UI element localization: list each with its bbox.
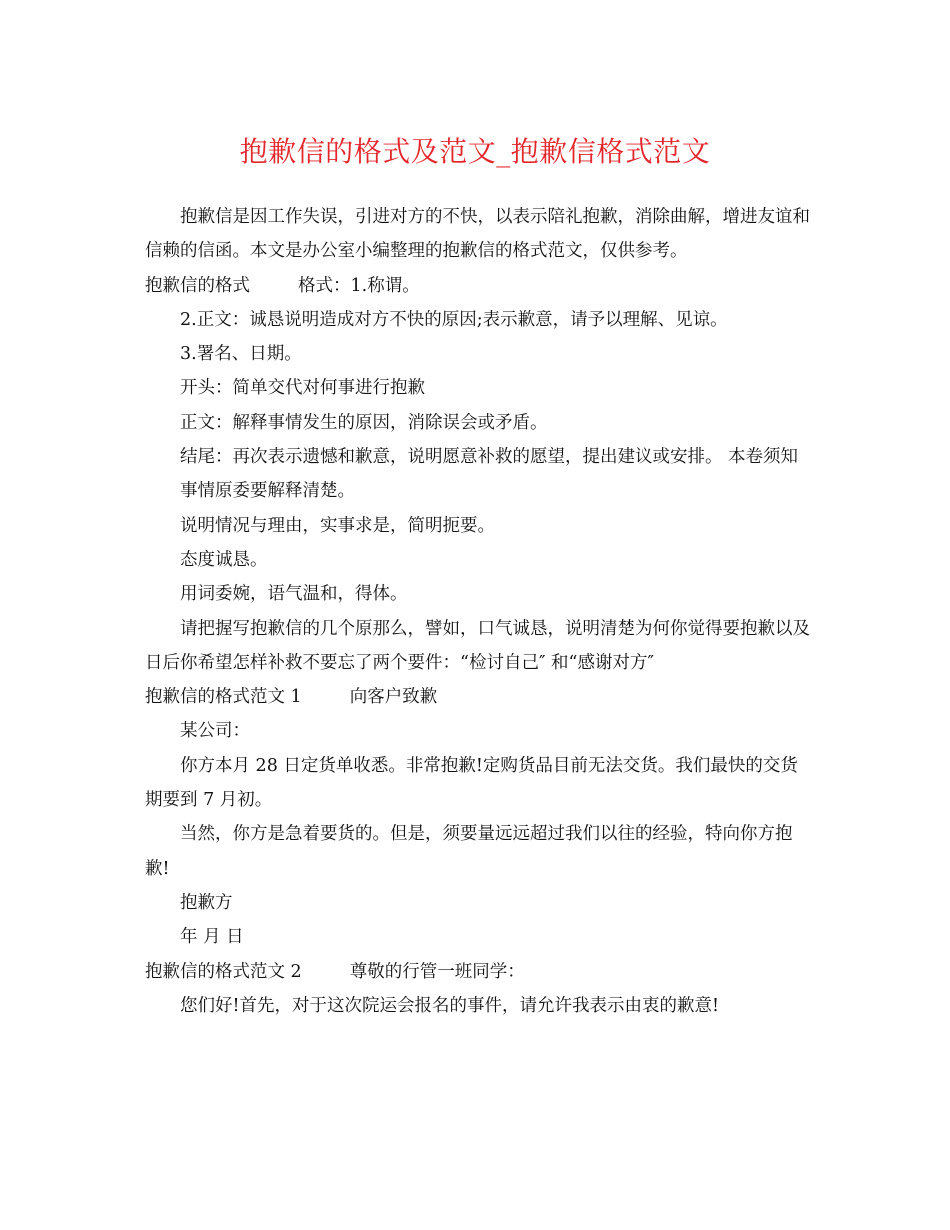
sample2-line xyxy=(145,955,815,989)
format-item-2: 2.正文：诚恳说明造成对方不快的原因;表示歉意，请予以理解、见谅。 xyxy=(180,309,728,330)
sample2-paragraph-1: 您们好!首先，对于这次院运会报名的事件，请允许我表示由衷的歉意! xyxy=(180,995,720,1016)
sample1-date: 年 月 日 xyxy=(180,927,244,948)
sample1-paragraph-2: 当然，你方是急着要货的。但是，须要量远远超过我们以往的经验，特向你方抱歉! xyxy=(145,824,793,879)
sample2-salutation: 尊敬的行管一班同学： xyxy=(349,961,525,982)
note-1: 事情原委要解释清楚。 xyxy=(180,481,355,502)
sample1-heading: 抱歉信的格式范文 1 xyxy=(145,687,302,708)
ending-paragraph: 结尾：再次表示遗憾和歉意，说明愿意补救的愿望，提出建议或安排。 本卷须知 xyxy=(180,447,799,468)
opening-paragraph: 开头：简单交代对何事进行抱歉 xyxy=(180,378,425,399)
sample1-line xyxy=(145,680,815,714)
intro-paragraph: 抱歉信是因工作失误，引进对方的不快，以表示陪礼抱歉，消除曲解，增进友谊和信赖的信函。本文是办公室小编整理的抱歉信的格式范文，仅供参考。 xyxy=(145,207,810,262)
sample1-signature: 抱歉方 xyxy=(180,892,233,913)
body-paragraph: 正文：解释事情发生的原因，消除误会或矛盾。 xyxy=(180,412,548,433)
document-body xyxy=(145,200,815,1023)
sample1-paragraph-1: 你方本月 28 日定货单收悉。非常抱歉!定购货品目前无法交货。我们最快的交货期要到 7 月初。 xyxy=(145,755,798,811)
note-3: 态度诚恳。 xyxy=(180,549,268,570)
format-item-1: 格式：1.称谓。 xyxy=(298,275,420,296)
note-2: 说明情况与理由，实事求是，简明扼要。 xyxy=(180,515,495,536)
format-item-3: 3.署名、日期。 xyxy=(180,344,302,365)
format-heading: 抱歉信的格式 xyxy=(145,275,250,296)
sample1-salutation: 某公司： xyxy=(180,721,250,742)
format-line xyxy=(145,269,815,303)
sample2-heading: 抱歉信的格式范文 2 xyxy=(145,961,302,982)
note-4: 用词委婉，语气温和，得体。 xyxy=(180,584,408,605)
sample1-title: 向客户致歉 xyxy=(349,687,438,708)
document-title: 抱歉信的格式及范文_抱歉信格式范文 xyxy=(239,135,711,168)
principle-paragraph: 请把握写抱歉信的几个原那么，譬如，口气诚恳，说明清楚为何你觉得要抱歉以及日后你希望怎样补救不要忘了两个要件：“检讨自己″ 和“感谢对方″ xyxy=(145,618,810,673)
